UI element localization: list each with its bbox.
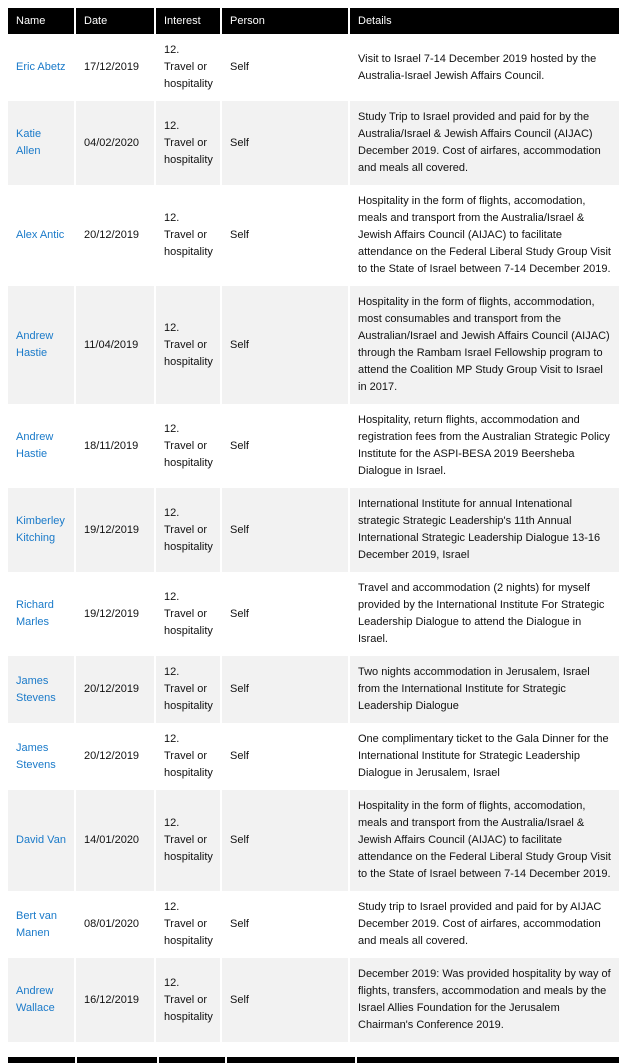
cell-person: Self (221, 656, 349, 723)
cell-person: Self (221, 790, 349, 891)
table-row (8, 572, 619, 656)
cell-name (8, 958, 75, 1042)
cell-person: Self (221, 958, 349, 1042)
table-row (8, 891, 619, 958)
header-row (8, 8, 619, 34)
cell-date: 17/12/2019 (75, 34, 155, 101)
cell-details: Two nights accommodation in Jerusalem, Israel from the International Institute for Strategic Leadership Dialogue (349, 656, 619, 723)
table-row (8, 723, 619, 790)
table-row (8, 101, 619, 185)
cell-date: 20/12/2019 (75, 656, 155, 723)
cell-interest: 12. Travel or hospitality (155, 34, 221, 101)
cell-person: Self (221, 185, 349, 286)
member-name-link[interactable]: James Stevens (16, 741, 56, 771)
cell-details: Travel and accommodation (2 nights) for myself provided by the International Institute For Strategic Leadership Dialogue to attend the Dialogue in Israel. (349, 572, 619, 656)
cell-details: One complimentary ticket to the Gala Dinner for the International Institute for Strategic Leadership Dialogue in Jerusalem, Israel (349, 723, 619, 790)
cell-interest: 12. Travel or hospitality (155, 891, 221, 958)
cell-details: International Institute for annual Intenational strategic Strategic Leadership's 11th Annual International Strategic Leadership Dialogue 13-16 December 2019, Israel (349, 488, 619, 572)
cell-name (8, 185, 75, 286)
cell-date: 18/11/2019 (75, 404, 155, 488)
cell-person: Self (221, 723, 349, 790)
table-footer-band (8, 1057, 619, 1063)
cell-name (8, 572, 75, 656)
member-name-link[interactable]: Andrew Hastie (16, 431, 54, 460)
cell-name (8, 656, 75, 723)
cell-person: Self (221, 404, 349, 488)
footer-cell (159, 1057, 225, 1063)
member-name-link[interactable]: Katie Allen (16, 128, 42, 157)
member-name-link[interactable]: Kimberley Kitching (16, 515, 65, 544)
cell-interest: 12. Travel or hospitality (155, 656, 221, 723)
cell-date: 19/12/2019 (75, 572, 155, 656)
cell-date: 11/04/2019 (75, 286, 155, 404)
cell-name (8, 34, 75, 101)
cell-interest: 12. Travel or hospitality (155, 488, 221, 572)
table-row (8, 958, 619, 1042)
column-header-interest: Interest (155, 8, 221, 34)
footer-cell (8, 1057, 75, 1063)
cell-name (8, 101, 75, 185)
table-header (8, 8, 619, 34)
table-body (8, 34, 619, 1042)
table-row (8, 185, 619, 286)
member-name-link[interactable]: Andrew Hastie (16, 330, 54, 359)
table-row (8, 286, 619, 404)
column-header-name: Name (8, 8, 75, 34)
column-header-date: Date (75, 8, 155, 34)
table-row (8, 404, 619, 488)
interests-table (8, 8, 619, 1042)
cell-person: Self (221, 572, 349, 656)
cell-date: 19/12/2019 (75, 488, 155, 572)
member-name-link[interactable]: Andrew Wallace (16, 985, 55, 1014)
cell-interest: 12. Travel or hospitality (155, 723, 221, 790)
cell-interest: 12. Travel or hospitality (155, 572, 221, 656)
table-row (8, 656, 619, 723)
cell-details: Hospitality in the form of flights, accomodation, meals and transport from the Australia/Israel & Jewish Affairs Council (AIJAC) to facilitate attendance on the Federal Liberal Study Group Visit to the State of Israel between 7-14 December 2019. (349, 790, 619, 891)
cell-details: Hospitality in the form of flights, accomodation, meals and transport from the Australia/Israel & Jewish Affairs Council (AIJAC) to facilitate attendance on the Federal Liberal Study Group Visit to the State of Israel between 7-14 December 2019. (349, 185, 619, 286)
cell-details: December 2019: Was provided hospitality by way of flights, transfers, accommodation and meals by the Israel Allies Foundation for the Jerusalem Chairman's Conference 2019. (349, 958, 619, 1042)
column-header-person: Person (221, 8, 349, 34)
member-name-link[interactable]: Eric Abetz (16, 61, 66, 73)
cell-date: 14/01/2020 (75, 790, 155, 891)
cell-details: Study trip to Israel provided and paid for by AIJAC December 2019. Cost of airfares, accommodation and meals all covered. (349, 891, 619, 958)
cell-person: Self (221, 101, 349, 185)
cell-name (8, 488, 75, 572)
cell-person: Self (221, 891, 349, 958)
table-row (8, 488, 619, 572)
member-name-link[interactable]: David Van (16, 834, 66, 846)
table-row (8, 34, 619, 101)
cell-name (8, 286, 75, 404)
footer-cell (357, 1057, 619, 1063)
cell-date: 04/02/2020 (75, 101, 155, 185)
cell-details: Hospitality, return flights, accommodation and registration fees from the Australian Strategic Policy Institute for the ASPI-BESA 2019 Beersheba Dialogue in Israel. (349, 404, 619, 488)
cell-person: Self (221, 286, 349, 404)
cell-interest: 12. Travel or hospitality (155, 790, 221, 891)
cell-name (8, 404, 75, 488)
cell-date: 20/12/2019 (75, 723, 155, 790)
cell-date: 16/12/2019 (75, 958, 155, 1042)
member-name-link[interactable]: Bert van Manen (16, 909, 57, 939)
cell-details: Study Trip to Israel provided and paid for by the Australia/Israel & Jewish Affairs Council (AIJAC) December 2019. Cost of airfares, accommodation and meals all covered. (349, 101, 619, 185)
column-header-details: Details (349, 8, 619, 34)
cell-name (8, 790, 75, 891)
cell-date: 08/01/2020 (75, 891, 155, 958)
cell-interest: 12. Travel or hospitality (155, 185, 221, 286)
cell-interest: 12. Travel or hospitality (155, 404, 221, 488)
cell-date: 20/12/2019 (75, 185, 155, 286)
cell-details: Hospitality in the form of flights, accommodation, most consumables and transport from the Australian/Israel and Jewish Affairs Council (AIJAC) through the Rambam Israel Fellowship program to attend the Coalition MP Study Group Visit to Israel in 2017. (349, 286, 619, 404)
cell-person: Self (221, 34, 349, 101)
cell-name (8, 723, 75, 790)
cell-details: Visit to Israel 7-14 December 2019 hosted by the Australia-Israel Jewish Affairs Council. (349, 34, 619, 101)
member-name-link[interactable]: Alex Antic (16, 229, 65, 241)
member-name-link[interactable]: James Stevens (16, 674, 56, 704)
cell-interest: 12. Travel or hospitality (155, 101, 221, 185)
footer-cell (77, 1057, 157, 1063)
footer-cell (227, 1057, 355, 1063)
member-name-link[interactable]: Richard Marles (16, 599, 54, 628)
cell-name (8, 891, 75, 958)
cell-interest: 12. Travel or hospitality (155, 286, 221, 404)
table-row (8, 790, 619, 891)
cell-person: Self (221, 488, 349, 572)
cell-interest: 12. Travel or hospitality (155, 958, 221, 1042)
